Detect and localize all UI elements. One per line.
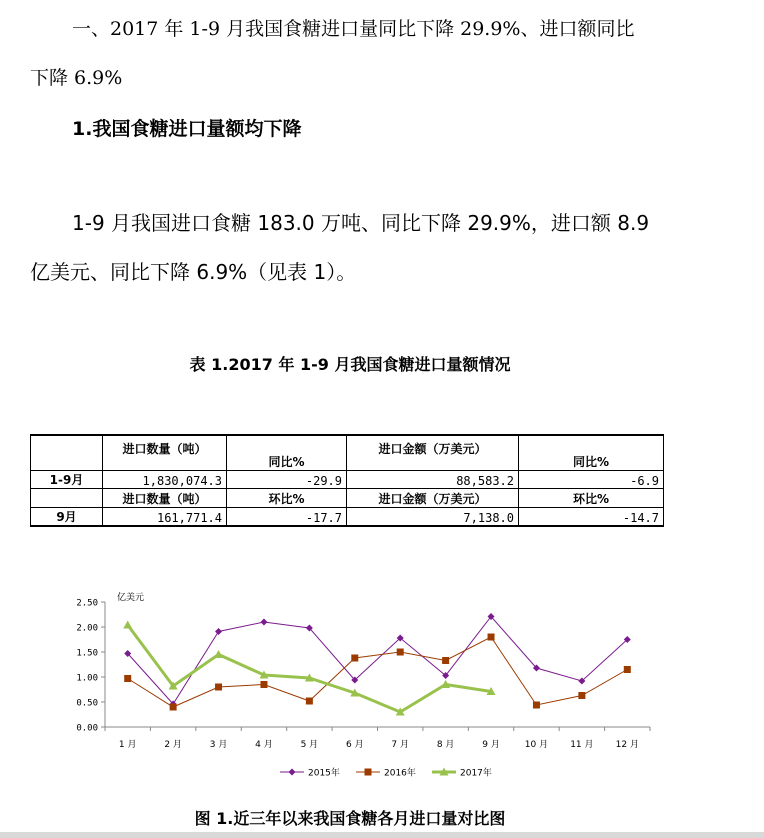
y-tick-label: 0.50 bbox=[76, 698, 98, 709]
x-tick-label: 4 月 bbox=[255, 740, 273, 750]
header-mom-2: 环比% bbox=[519, 489, 664, 508]
table-header-row-2 bbox=[31, 489, 664, 508]
x-tick-label: 1 月 bbox=[118, 740, 137, 750]
data-point-2016年 bbox=[215, 684, 222, 691]
header-yoy-2: 同比% bbox=[519, 435, 664, 471]
data-point-2016年 bbox=[533, 702, 540, 709]
table-header-row bbox=[31, 435, 664, 471]
paragraph-1-line-2: 下降 6.9% bbox=[30, 67, 123, 89]
data-point-2016年 bbox=[124, 675, 131, 682]
table-caption: 表 1.2017 年 1-9 月我国食糖进口量额情况 bbox=[189, 355, 511, 374]
series-line-2015年 bbox=[128, 617, 628, 705]
y-tick-label: 1.50 bbox=[76, 648, 98, 659]
cell-qty-jan-sep: 1,830,074.3 bbox=[103, 471, 227, 489]
figure-caption: 图 1.近三年以来我国食糖各月进口量对比图 bbox=[194, 809, 506, 828]
paragraph-2-line-2: 亿美元、同比下降 6.9%（见表 1）。 bbox=[30, 260, 357, 284]
data-point-2015年 bbox=[260, 619, 267, 626]
data-point-2016年 bbox=[306, 698, 313, 705]
data-point-2017年 bbox=[214, 650, 223, 658]
header-mom: 环比% bbox=[227, 489, 347, 508]
y-tick-label: 2.50 bbox=[76, 598, 98, 609]
cell-mom2-sep: -14.7 bbox=[519, 508, 664, 527]
x-tick-label: 12 月 bbox=[615, 740, 639, 750]
data-point-2016年 bbox=[260, 681, 267, 688]
legend-label: 2017年 bbox=[460, 768, 492, 779]
cell-qty-sep: 161,771.4 bbox=[103, 508, 227, 527]
x-tick-label: 7 月 bbox=[391, 740, 410, 750]
row-label-sep: 9月 bbox=[31, 508, 103, 527]
header-import-amount: 进口金额（万美元） bbox=[347, 435, 519, 471]
data-point-2016年 bbox=[397, 649, 404, 656]
monthly-import-chart bbox=[70, 588, 670, 788]
x-tick-label: 6 月 bbox=[345, 740, 364, 750]
y-tick-label: 0.00 bbox=[76, 723, 98, 734]
x-tick-label: 2 月 bbox=[164, 740, 182, 750]
x-tick-label: 5 月 bbox=[300, 740, 319, 750]
paragraph-2-line-1: 1-9 月我国进口食糖 183.0 万吨、同比下降 29.9%，进口额 8.9 bbox=[72, 211, 650, 235]
legend-label: 2016年 bbox=[384, 768, 416, 779]
table-empty-cell bbox=[31, 489, 103, 508]
cell-amt-sep: 7,138.0 bbox=[347, 508, 519, 527]
y-tick-label: 1.00 bbox=[76, 673, 98, 684]
data-point-2016年 bbox=[488, 634, 495, 641]
legend-marker bbox=[289, 769, 296, 776]
data-point-2016年 bbox=[624, 666, 631, 673]
cell-amt-jan-sep: 88,583.2 bbox=[347, 471, 519, 489]
x-tick-label: 10 月 bbox=[524, 740, 549, 750]
data-point-2017年 bbox=[123, 621, 132, 629]
table-row bbox=[31, 508, 664, 527]
cell-yoy-jan-sep: -29.9 bbox=[227, 471, 347, 489]
data-point-2015年 bbox=[215, 628, 222, 635]
header-import-qty: 进口数量（吨） bbox=[103, 435, 227, 471]
section-heading: 1.我国食糖进口量额均下降 bbox=[72, 118, 302, 140]
row-label-jan-sep: 1-9月 bbox=[31, 471, 103, 489]
data-point-2016年 bbox=[170, 704, 177, 711]
legend-label: 2015年 bbox=[308, 768, 340, 779]
x-tick-label: 11 月 bbox=[570, 740, 594, 750]
header-import-amount-2: 进口金额（万美元） bbox=[347, 489, 519, 508]
x-tick-label: 8 月 bbox=[436, 740, 455, 750]
header-import-qty-2: 进口数量（吨） bbox=[103, 489, 227, 508]
legend-marker bbox=[365, 769, 372, 776]
data-point-2016年 bbox=[578, 692, 585, 699]
header-yoy: 同比% bbox=[227, 435, 347, 471]
data-point-2016年 bbox=[351, 655, 358, 662]
import-table bbox=[30, 434, 664, 527]
y-tick-label: 2.00 bbox=[76, 623, 98, 634]
y-axis-label: 亿美元 bbox=[117, 593, 145, 603]
page-bottom-border bbox=[0, 832, 764, 838]
table-row bbox=[31, 471, 664, 489]
series-line-2016年 bbox=[128, 637, 628, 707]
data-point-2016年 bbox=[442, 657, 449, 664]
x-tick-label: 9 月 bbox=[482, 740, 500, 750]
x-tick-label: 3 月 bbox=[209, 740, 228, 750]
paragraph-1-line-1: 一、2017 年 1-9 月我国食糖进口量同比下降 29.9%、进口额同比 bbox=[72, 18, 635, 40]
cell-mom-sep: -17.7 bbox=[227, 508, 347, 527]
cell-yoy2-jan-sep: -6.9 bbox=[519, 471, 664, 489]
table-corner-cell bbox=[31, 435, 103, 471]
